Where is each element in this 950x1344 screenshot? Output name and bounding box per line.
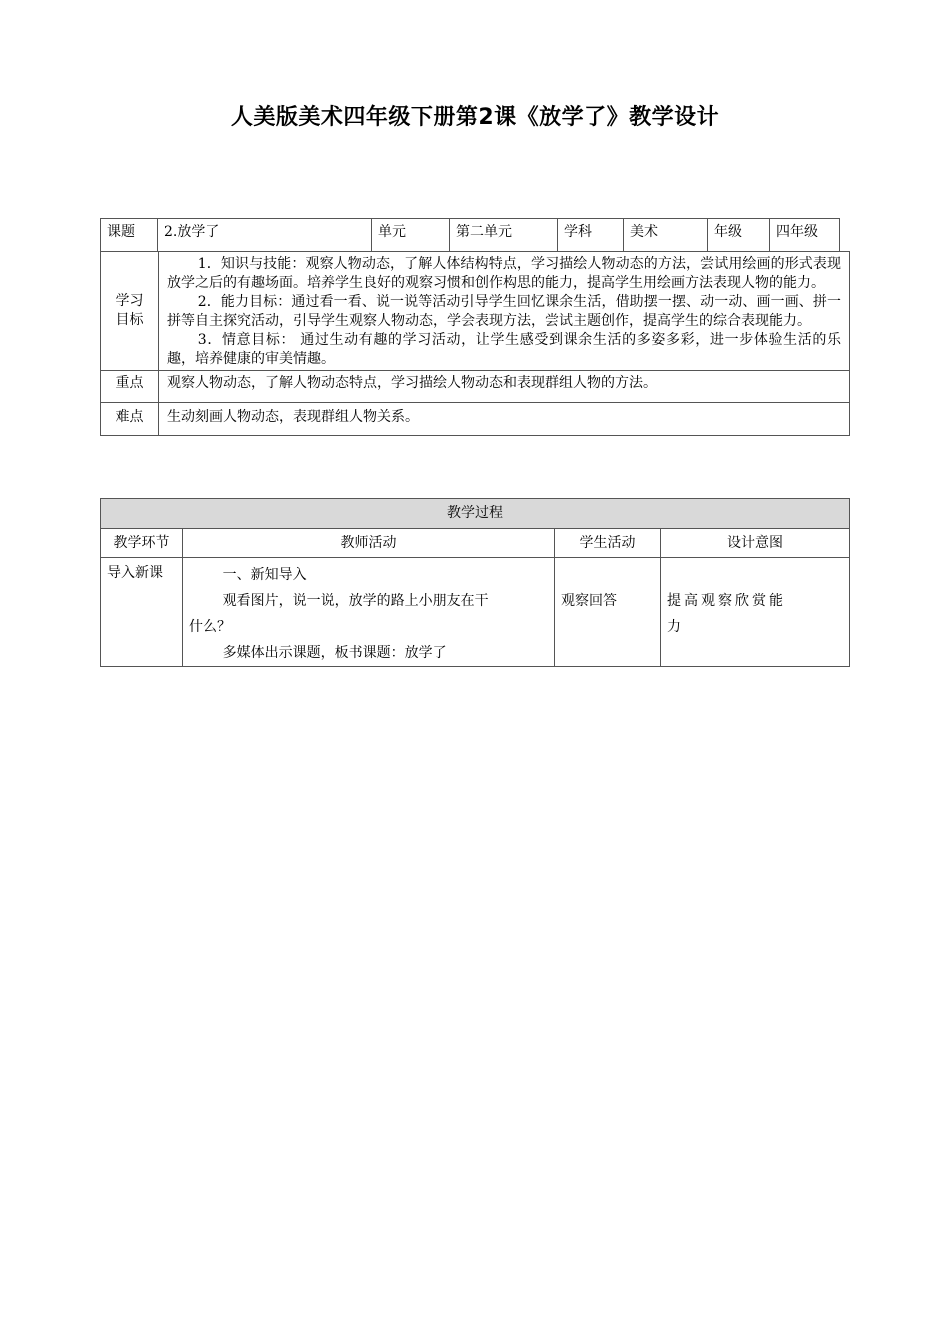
objectives-label: 学习 目标 [101,252,159,371]
lesson-info-header-row [100,218,840,252]
lesson-info-table [100,251,850,436]
unit-label: 单元 [372,219,450,252]
grade-label: 年级 [708,219,770,252]
grade-value: 四年级 [770,219,840,252]
key-point-value: 观察人物动态，了解人物动态特点，学习描绘人物动态和表现群组人物的方法。 [159,371,850,403]
objectives-row [101,252,850,371]
process-row [101,558,850,667]
student-activity-cell: 观察回答 [555,558,661,667]
unit-value: 第二单元 [450,219,558,252]
design-intent-cell: 提高观察欣赏能 力 [661,558,850,667]
difficulty-value: 生动刻画人物动态，表现群组人物关系。 [159,403,850,436]
objectives-content [159,252,850,371]
col-teacher: 教师活动 [183,529,555,558]
subject-value: 美术 [624,219,708,252]
subject-label: 学科 [558,219,624,252]
process-column-headers [101,529,850,558]
teaching-process-table [100,498,850,667]
process-header: 教学过程 [101,499,850,529]
topic-label: 课题 [101,219,158,252]
teacher-activity-cell: 一、新知导入 观看图片，说一说，放学的路上小朋友在干 什么？ 多媒体出示课题，板书课题：放学了 [183,558,555,667]
objective-ability: 2．能力目标：通过看一看、说一说等活动引导学生回忆课余生活，借助摆一摆、动一动、画一画、拼一拼等自主探究活动，引导学生观察人物动态，学会表现方法，尝试主题创作，提高学生的综合表现能力。 [167,294,841,329]
objective-knowledge: 1．知识与技能：观察人物动态，了解人体结构特点，学习描绘人物动态的方法，尝试用绘画的形式表现放学之后的有趣场面。培养学生良好的观察习惯和创作构思的能力，提高学生用绘画方法表现人物的能力。 [167,256,841,291]
stage-cell: 导入新课 [101,558,183,667]
objective-emotion: 3．情意目标： 通过生动有趣的学习活动，让学生感受到课余生活的多姿多彩，进一步体验生活的乐趣，培养健康的审美情趣。 [167,332,841,367]
col-stage: 教学环节 [101,529,183,558]
col-intent: 设计意图 [661,529,850,558]
topic-value: 2.放学了 [158,219,372,252]
document-title: 人美版美术四年级下册第2课《放学了》教学设计 [230,105,720,130]
key-point-label: 重点 [101,371,159,403]
key-point-row [101,371,850,403]
difficulty-label: 难点 [101,403,159,436]
difficulty-row [101,403,850,436]
col-student: 学生活动 [555,529,661,558]
